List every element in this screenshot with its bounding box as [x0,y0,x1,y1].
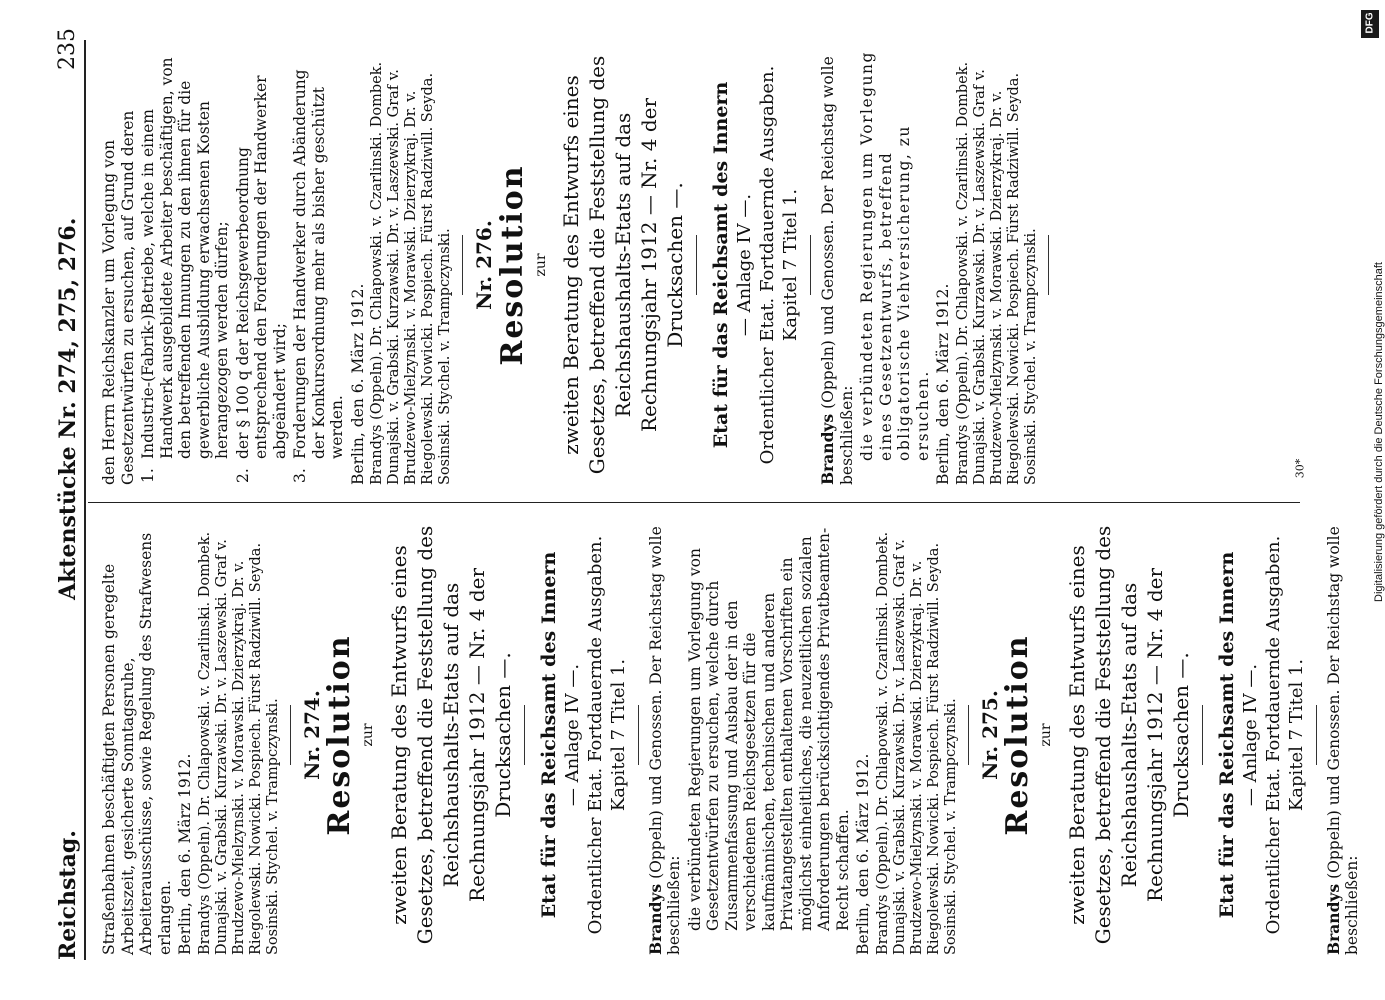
antrag-rest: (Oppeln) und Genossen. Der Reichstag wolle beschließen: [1324,526,1361,955]
etat-heading: Etat für das Reichsamt des Innern [1215,551,1238,919]
separator [290,705,291,765]
separator [638,705,639,765]
antrag-lead: Brandys [645,883,665,955]
dfg-logo: DFG [1361,10,1379,38]
signatories: Brandys (Oppeln). Dr. Chlapowski. v. Czarlinski. Dombek. Dunajski. v. Grabski. Kurzawski. Dr. v. Laszewski. Graf v. Brudzewo-Mielzynski. v. Morawski. Dzierzykraj. Dr. v. Riegolewski. Nowicki. Pospiech. Fürst Radziwill. Seyda. Sosinski. Stychel. v. Trampczynski. [196,531,281,955]
anlage-label: — Anlage IV —. [1239,663,1261,807]
header-rule [84,40,86,960]
ordentlicher-etat: Ordentlicher Etat. Fortdauernde Ausgaben. [757,65,778,465]
header-title: Aktenstücke Nr. 274, 275, 276. [55,217,81,600]
antrag-rest: (Oppeln) und Genossen. Der Reichstag wolle beschließen: [819,56,856,485]
ordentlicher-etat: Ordentlicher Etat. Fortdauernde Ausgaben. [1262,535,1284,935]
date-line: Berlin, den 6. März 1912. [854,753,872,955]
date-line: Berlin, den 6. März 1912. [934,283,952,485]
kapitel-label: Kapitel 7 Titel 1. [1285,658,1307,812]
separator [810,235,811,295]
beratung-text: zweiten Beratung des Entwurfs eines Gesetzes, betreffend die Feststellung des Reichshaushalts-Etats auf das Rechnungsjahr 1912 — Nr. 4 der Drucksachen —. [386,525,515,945]
kapitel-label: Kapitel 7 Titel 1. [607,658,629,812]
beratung-text: zweiten Beratung des Entwurfs eines Gesetzes, betreffend die Feststellung des Reichshaushalts-Etats auf das Rechnungsjahr 1912 — Nr. 4 der Drucksachen —. [559,55,687,475]
zur-label: zur [360,723,376,747]
beratung-text: zweiten Beratung des Entwurfs eines Gesetzes, betreffend die Feststellung des Reichshaushalts-Etats auf das Rechnungsjahr 1912 — Nr. 4 der Drucksachen —. [1064,525,1193,945]
list-item: 1. Industrie-(Fabrik-)Betriebe, welche in einem Handwerk ausgebildete Arbeiter beschäftigen, von den betreffenden Innungen zu den ihnen für die gewerbliche Ausbildung erwachsenen Kosten herangezogen werden dürfen; [139,57,231,483]
separator [1048,235,1049,295]
page-number: 235 [55,28,80,70]
etat-heading: Etat für das Reichsamt des Innern [537,551,560,919]
sheet-mark: 30* [1293,458,1307,479]
resolution-number: Nr. 276. [472,220,496,310]
separator [524,705,525,765]
zur-label: zur [532,253,549,277]
antrag-lead: Brandys [1323,883,1343,955]
resolution-heading: Resolution [322,634,357,836]
anlage-label: — Anlage IV —. [561,663,583,807]
resolution-number: Nr. 275. [977,690,1002,780]
separator [1202,705,1203,765]
signatories: Brandys (Oppeln). Dr. Chlapowski. v. Czarlinski. Dombek. Dunajski. v. Grabski. Kurzawski. Dr. v. Laszewski. Graf v. Brudzewo-Mielzynski. v. Morawski. Dzierzykraj. Dr. v. Riegolewski. Nowicki. Pospiech. Fürst Radziwill. Seyda. Sosinski. Stychel. v. Trampczynski. [954,61,1039,485]
separator [696,235,697,295]
separator [968,705,969,765]
resolution-heading: Resolution [494,164,530,366]
resolution-number: Nr. 274. [299,690,324,780]
date-line: Berlin, den 6. März 1912. [176,753,194,955]
kapitel-label: Kapitel 7 Titel 1. [780,188,801,342]
signatories: Brandys (Oppeln). Dr. Chlapowski. v. Czarlinski. Dombek. Dunajski. v. Grabski. Kurzawski. Dr. v. Laszewski. Graf v. Brudzewo-Mielzynski. v. Morawski. Dzierzykraj. Dr. v. Riegolewski. Nowicki. Pospiech. Fürst Radziwill. Seyda. Sosinski. Stychel. v. Trampczynski. [369,61,453,485]
resolution-heading: Resolution [1000,634,1035,836]
antrag-rest: (Oppeln) und Genossen. Der Reichstag wolle beschließen: [646,526,683,955]
column-divider [88,502,1300,503]
text-block: Straßenbahnen beschäftigten Personen geregelte Arbeitszeit, gesicherte Sonntagsruhe, Arbeiterausschüsse, sowie Regelung des Strafwesens erlangen. [100,532,174,955]
demand-list [139,45,347,485]
separator [1316,705,1317,765]
list-item: 2. der § 100 q der Reichsgewerbeordnung entsprechend den Forderungen der Handwerker abgeändert wird; [233,75,289,483]
signatories: Brandys (Oppeln). Dr. Chlapowski. v. Czarlinski. Dombek. Dunajski. v. Grabski. Kurzawski. Dr. v. Laszewski. Graf v. Brudzewo-Mielzynski. v. Morawski. Dzierzykraj. Dr. v. Riegolewski. Nowicki. Pospiech. Fürst Radziwill. Seyda. Sosinski. Stychel. v. Trampczynski. [874,531,959,955]
antrag-text: die verbündeten Regierungen um Vorlegung von Gesetzentwürfen zu ersuchen, welche durch Zusammenfassung und Ausbau der in den verschiedenen Reichsgesetzen für die kaufmännischen, technischen und anderen Privatangestellten enthaltenen Vorschriften ein möglichst einheitliches, die neuzeitlichen sozialen Anforderungen berücksichtigendes Privatbeamten-Recht schaffen. [685,527,852,931]
ordentlicher-etat: Ordentlicher Etat. Fortdauernde Ausgaben. [584,535,606,935]
right-column [100,45,1057,485]
antrag-text: die verbündeten Regierungen um Vorlegung eines Gesetzentwurfs, betreffend obligatorische Viehversicherung, zu ersuchen. [858,51,932,461]
zur-label: zur [1038,723,1054,747]
intro-text: den Herrn Reichskanzler um Vorlegung von Gesetzentwürfen zu ersuchen, auf Grund deren [100,110,137,485]
left-column [100,515,1364,955]
separator [462,235,463,295]
date-line: Berlin, den 6. März 1912. [348,283,367,485]
digitization-sidebar [1359,6,1385,996]
header-left: Reichstag. [55,830,81,960]
list-item: 3. Forderungen der Handwerker durch Abänderung der Konkursordnung mehr als bisher geschützt werden. [291,69,346,483]
credit-text: Digitalisierung gefördert durch die Deutsche Forschungsgemeinschaft [1373,262,1385,602]
antrag-lead: Brandys [818,413,837,485]
anlage-label: — Anlage IV —. [734,193,755,337]
etat-heading: Etat für das Reichsamt des Innern [710,81,732,449]
